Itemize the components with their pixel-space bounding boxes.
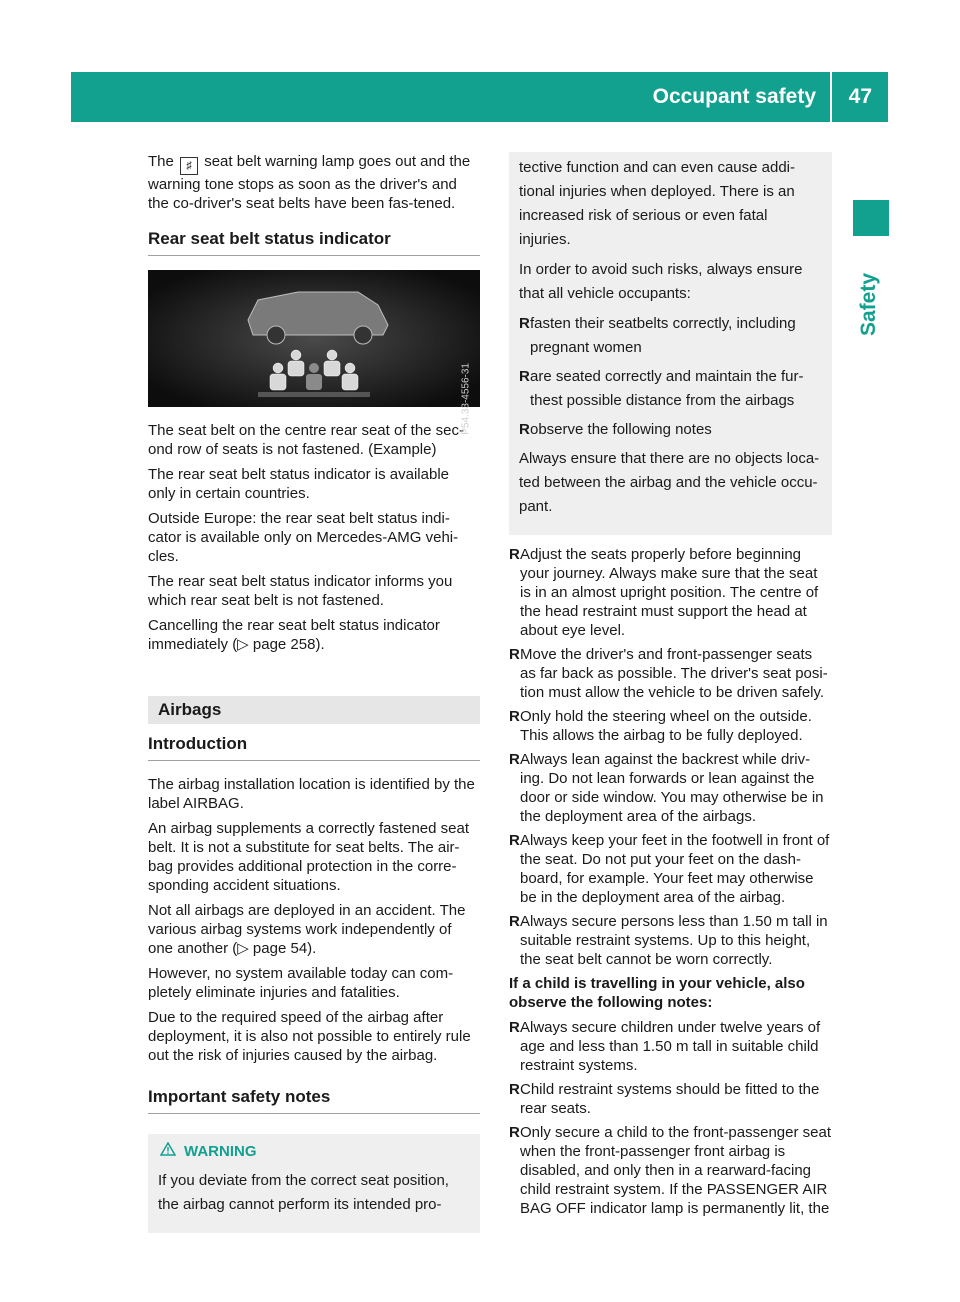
warning-bullet: R observe the following notes bbox=[519, 421, 712, 438]
page-section-title: Occupant safety bbox=[652, 85, 816, 108]
list-item: R Always keep your feet in the footwell in front of the seat. Do not put your feet on the dash-board, for example. Your feet may otherwise be in the deployment area of the airbag. bbox=[509, 832, 830, 906]
warning-final-text: Always ensure that there are no objects loca-ted between the airbag and the vehicle occu-pant. bbox=[519, 450, 820, 515]
list-item: R Always secure children under twelve years of age and less than 1.50 m tall in suitable child restraint systems. bbox=[509, 1019, 821, 1074]
rear-para: The rear seat belt status indicator informs you which rear seat belt is not fastened. bbox=[148, 573, 453, 609]
figure-id: P54.33-4556-31 bbox=[461, 363, 472, 435]
intro-para: An airbag supplements a correctly fastened seat belt. It is not a substitute for seat belts. The air-bag provides additional protection in the corre-sponding accident situations. bbox=[148, 820, 470, 894]
intro-text: seat belt warning lamp goes out and the warning tone stops as soon as the driver's and the co-driver's seat belts have been fas-tened. bbox=[148, 153, 471, 212]
airbags-section-heading: Airbags bbox=[148, 696, 480, 724]
safety-notes-heading: Important safety notes bbox=[148, 1087, 480, 1114]
warning-title: WARNING bbox=[184, 1143, 257, 1160]
list-item: R Only hold the steering wheel on the outside. This allows the airbag to be fully deployed. bbox=[509, 708, 812, 744]
page-number: 47 bbox=[848, 85, 872, 108]
list-item: R Always lean against the backrest while driv-ing. Do not lean forwards or lean against the door or side window. You may otherwise be in the deployment area of the airbags. bbox=[509, 751, 824, 825]
intro-para: Due to the required speed of the airbag after deployment, it is also not possible to entirely rule out the risk of injuries caused by the airbag. bbox=[148, 1009, 471, 1064]
warning-continued-text: In order to avoid such risks, always ensure that all vehicle occupants: bbox=[519, 261, 803, 302]
left-column bbox=[148, 152, 480, 1233]
side-tab-marker bbox=[853, 200, 889, 236]
warning-continued-text: tective function and can even cause addi-tional injuries when deployed. There is an increased risk of serious or even fatal injuries. bbox=[519, 159, 796, 248]
right-column bbox=[509, 152, 832, 1223]
list-item: R Move the driver's and front-passenger seats as far back as possible. The driver's seat posi-tion must allow the vehicle to be driven safely. bbox=[509, 646, 828, 701]
list-item: R Only secure a child to the front-passenger seat when the front-passenger front airbag is disabled, and only then in a rearward-facing child restraint system. If the PASSENGER AIR BAG OFF indicator lamp is permanently lit, the bbox=[509, 1124, 832, 1217]
intro-para: Not all airbags are deployed in an accident. The various airbag systems work independently of one another (▷ page 54). bbox=[148, 902, 466, 957]
warning-box-continued bbox=[509, 152, 832, 535]
header-bar bbox=[71, 72, 888, 122]
warning-text: If you deviate from the correct seat position, the airbag cannot perform its intended pro- bbox=[158, 1172, 449, 1213]
list-item: R Always secure persons less than 1.50 m tall in suitable restraint systems. Up to this height, the seat belt cannot be worn correctly. bbox=[509, 913, 828, 968]
side-tab-label: Safety bbox=[857, 272, 880, 336]
introduction-heading: Introduction bbox=[148, 734, 480, 761]
intro-prefix: The bbox=[148, 153, 174, 170]
car-seatbelt-illustration bbox=[148, 270, 480, 407]
warning-bullet: R fasten their seatbelts correctly, including pregnant women bbox=[519, 315, 796, 356]
warning-bullet: R are seated correctly and maintain the fur-thest possible distance from the airbags bbox=[519, 368, 804, 409]
warning-box bbox=[148, 1134, 480, 1233]
warning-triangle-icon bbox=[160, 1142, 176, 1161]
list-item: R Adjust the seats properly before beginning your journey. Always make sure that the seat is in an almost upright position. The centre of the head restraint must support the head at about eye level. bbox=[509, 546, 819, 639]
rear-belt-figure bbox=[148, 270, 480, 435]
rear-para: The rear seat belt status indicator is available only in certain countries. bbox=[148, 466, 449, 502]
child-notes-heading: If a child is travelling in your vehicle, also observe the following notes: bbox=[509, 975, 805, 1011]
intro-paragraph bbox=[148, 152, 480, 213]
rear-para-page-ref: Cancelling the rear seat belt status indicator immediately (▷ page 258). bbox=[148, 617, 440, 653]
header-divider bbox=[830, 72, 832, 122]
rear-para: Outside Europe: the rear seat belt status indi-cator is available only on Mercedes-AMG vehi-cles. bbox=[148, 510, 459, 565]
warning-title-row bbox=[158, 1142, 470, 1161]
rear-belt-heading: Rear seat belt status indicator bbox=[148, 229, 480, 256]
rear-para: The seat belt on the centre rear seat of the sec-ond row of seats is not fastened. (Example) bbox=[148, 422, 465, 458]
intro-para: However, no system available today can com-pletely eliminate injuries and fatalities. bbox=[148, 965, 454, 1001]
intro-para: The airbag installation location is identified by the label AIRBAG. bbox=[148, 776, 475, 812]
seat-belt-icon: ♯ bbox=[180, 157, 198, 175]
list-item: R Child restraint systems should be fitted to the rear seats. bbox=[509, 1081, 820, 1117]
